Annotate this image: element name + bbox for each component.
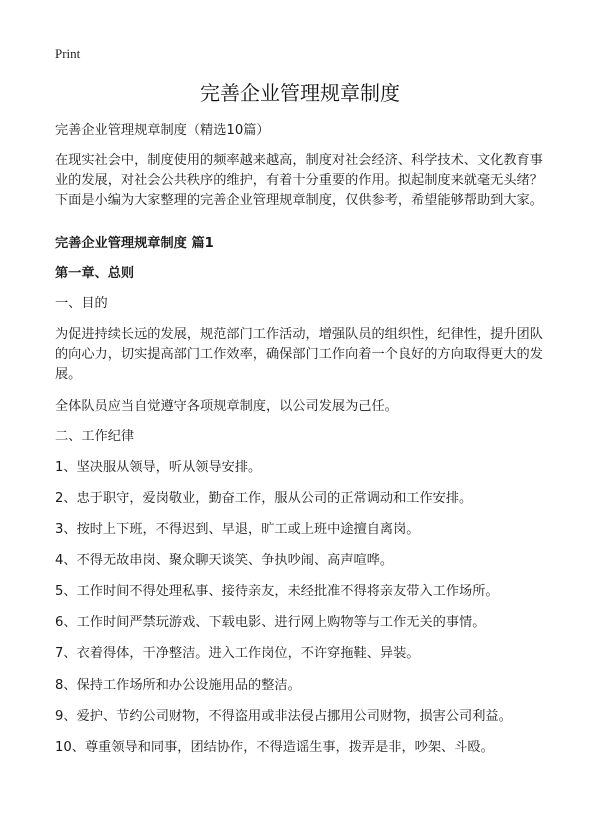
- purpose-heading: 一、目的: [55, 296, 108, 311]
- rule-item: 4、不得无故串岗、聚众聊天谈笑、争执吵闹、高声喧哗。: [55, 553, 394, 568]
- rule-item: 8、保持工作场所和办公设施用品的整洁。: [55, 678, 301, 693]
- chapter-heading: 第一章、总则: [55, 266, 135, 281]
- rule-item: 10、尊重领导和同事，团结协作，不得造谣生事，拨弄是非，吵架、斗殴。: [55, 740, 494, 755]
- rule-item: 6、工作时间严禁玩游戏、下载电影、进行网上购物等与工作无关的事情。: [55, 615, 486, 630]
- rule-item: 9、爱护、节约公司财物，不得盗用或非法侵占挪用公司财物，损害公司利益。: [55, 709, 512, 724]
- discipline-heading: 二、工作纪律: [55, 429, 135, 444]
- rule-item: 7、衣着得体，干净整洁。进入工作岗位，不许穿拖鞋、异装。: [55, 646, 420, 661]
- intro-paragraph: 在现实社会中，制度使用的频率越来越高，制度对社会经济、科学技术、文化教育事业的发展，对社会公共秩序的维护，有着十分重要的作用。拟起制度来就毫无头绪？下面是小编为大家整理的完善企业管理规章制度，仅供参考，希望能够帮助到大家。: [55, 153, 543, 208]
- rule-item: 3、按时上下班，不得迟到、早退，旷工或上班中途擅自离岗。: [55, 522, 420, 537]
- rule-item: 5、工作时间不得处理私事、接待亲友，未经批准不得将亲友带入工作场所。: [55, 584, 499, 599]
- rule-item: 1、坚决服从领导，听从领导安排。: [55, 460, 262, 475]
- purpose-paragraph: 为促进持续长远的发展，规范部门工作活动，增强队员的组织性，纪律性，提升团队的向心力，切实提高部门工作效率，确保部门工作向着一个良好的方向取得更大的发展。: [55, 327, 543, 382]
- document-title: 完善企业管理规章制度: [200, 81, 400, 105]
- section-heading: 完善企业管理规章制度 篇1: [55, 236, 214, 251]
- rule-item: 2、忠于职守，爱岗敬业，勤奋工作，服从公司的正常调动和工作安排。: [55, 491, 473, 506]
- subtitle: 完善企业管理规章制度（精选10篇）: [55, 123, 270, 138]
- compliance-paragraph: 全体队员应当自觉遵守各项规章制度，以公司发展为己任。: [55, 399, 398, 414]
- print-link[interactable]: Print: [55, 46, 81, 61]
